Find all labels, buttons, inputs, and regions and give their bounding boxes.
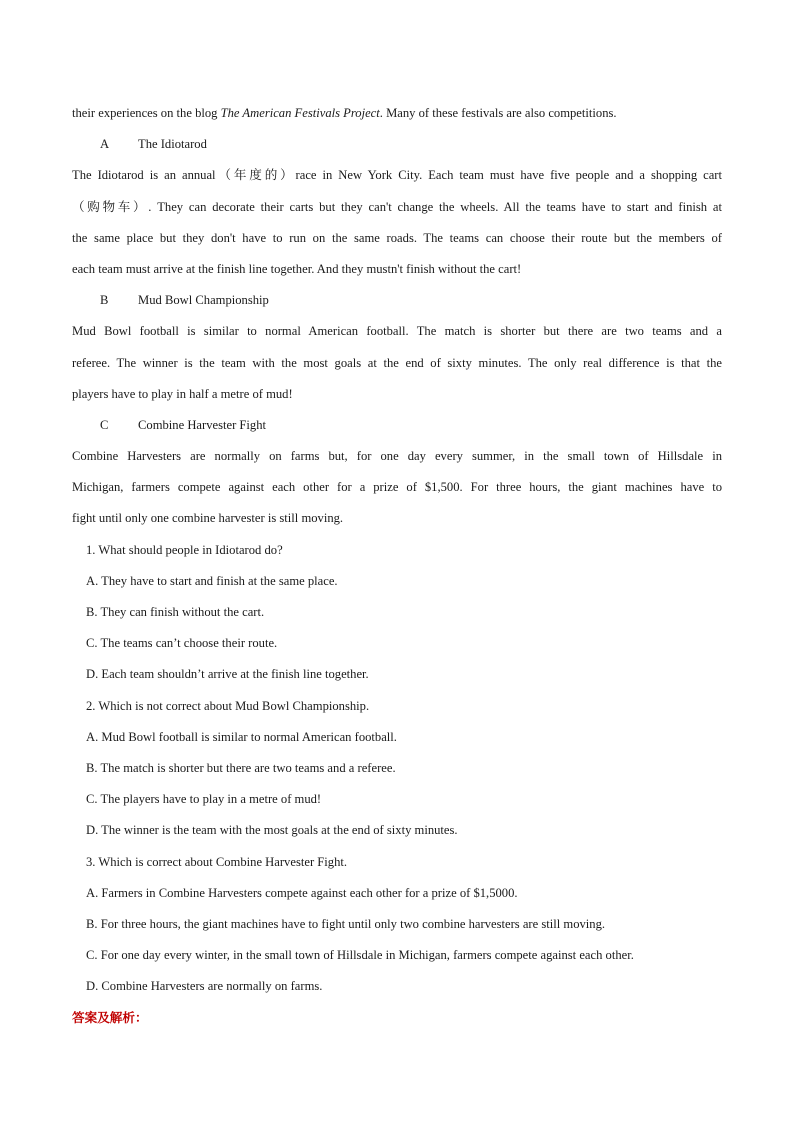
question-2-stem: 2. Which is not correct about Mud Bowl Championship. [86,698,370,713]
section-c-line-3: fight until only one combine harvester is still moving. [72,511,344,526]
question-1-option-a: A. They have to start and finish at the same place. [86,573,338,588]
question-3-option-b: B. For three hours, the giant machines have to fight until only two combine harvesters are still moving. [86,916,606,931]
question-1-stem: 1. What should people in Idiotarod do? [86,542,283,557]
document-page [72,98,722,1034]
answer-heading: 答案及解析： [72,1010,148,1026]
section-a-line-1: The Idiotarod is an annual（年度的）race in New York City. Each team must have five people and a shopping cart [72,168,722,183]
section-title: Combine Harvester Fight [138,417,267,432]
question-2-option-d: D. The winner is the team with the most goals at the end of sixty minutes. [86,823,458,838]
question-2-option-c: C. The players have to play in a metre of mud! [86,792,322,807]
section-b-line-3: players have to play in half a metre of mud! [72,386,293,401]
section-title: Mud Bowl Championship [138,293,269,308]
section-letter: C [100,417,109,432]
section-b-line-1: Mud Bowl football is similar to normal American football. The match is shorter but there are two teams and a [72,324,722,339]
question-3-stem: 3. Which is correct about Combine Harvester Fight. [86,854,348,869]
section-b-line-2: referee. The winner is the team with the most goals at the end of sixty minutes. The only real difference is that the [72,355,722,370]
section-b-heading [72,285,722,316]
section-a-line-2: （购物车）. They can decorate their carts but they can't change the wheels. All the teams have to start and finish at [72,199,722,214]
section-letter: A [100,137,110,152]
question-1-option-c: C. The teams can’t choose their route. [86,636,278,651]
question-2-option-b: B. The match is shorter but there are two teams and a referee. [86,760,396,775]
section-a-line-3: the same place but they don't have to run on the same roads. The teams can choose their route but the members of [72,230,722,245]
intro-suffix: . Many of these festivals are also competitions. [379,106,617,120]
section-title: The Idiotarod [138,137,207,152]
section-letter: B [100,293,109,308]
question-2-option-a: A. Mud Bowl football is similar to normal American football. [86,729,397,744]
section-a-heading [72,129,722,160]
intro-prefix: their experiences on the blog [72,106,221,120]
question-1-option-b: B. They can finish without the cart. [86,605,265,619]
intro-line [72,98,722,129]
question-1-option-d: D. Each team shouldn’t arrive at the finish line together. [86,667,369,682]
question-3-option-c: C. For one day every winter, in the small town of Hillsdale in Michigan, farmers compete against each other. [86,948,634,963]
section-c-heading [72,410,722,441]
blog-title: The American Festivals Project [220,106,380,120]
question-3-option-d: D. Combine Harvesters are normally on farms. [86,979,323,994]
section-c-line-2: Michigan, farmers compete against each other for a prize of $1,500. For three hours, the giant machines have to [72,480,722,495]
question-3-option-a: A. Farmers in Combine Harvesters compete against each other for a prize of $1,5000. [86,885,518,900]
section-a-line-4: each team must arrive at the finish line together. And they mustn't finish without the cart! [72,261,522,276]
section-c-line-1: Combine Harvesters are normally on farms but, for one day every summer, in the small town of Hillsdale in [72,449,722,464]
